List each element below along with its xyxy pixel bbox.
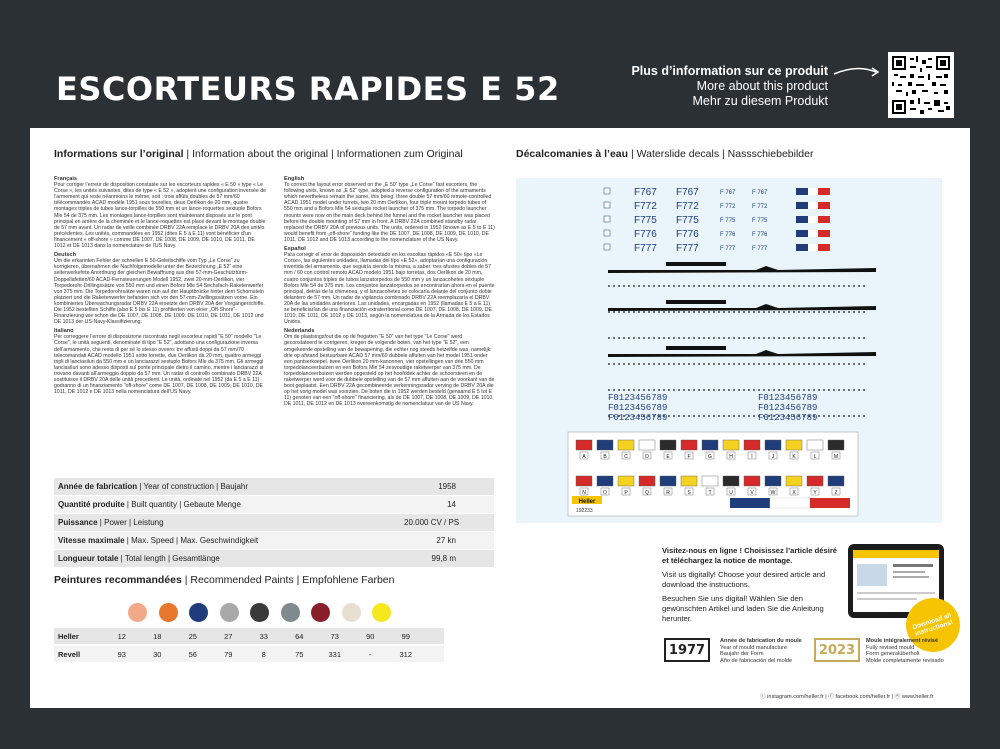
text-nl: Om de plaatsingsfout die op de fregatten "E 50" van het type "Le Corse" werd geconstateerd te corrigeren, kregen de volgende boten, van het type "E 52", een omgekeerde opstelling van de bewapening, die echter nog steeds hetzelfde was, namelijk: drie op afstand bestuurbare ACAD 57 mm/60 dubbele affuiten van het model 1951 onder een pantserkoepel, twee Oerlikon 20 mm-kanonnen, vier opstellingen van drie 550 mm torpedolanceerbuizen en een Bofors Mle 54 zesvoudige raketwerper van 375 mm. De torpedolanceerbuizen werden opgesteld op het hoofddek achter de schoorsteen en de raketwerper werd voor de dubbele opstelling van de 57 mm affuiten aan de voorkant van de boot geplaatst. Een DRBV 22A gecombineerde verkenningsradar verving de DRBV 20A die op het vorig model was voorzien. De boten die in 1952 werden besteld (genaamd E 5 tot E 11) genoten van een "off-shore" financiering, als de DE 1007, DE 1008, DE 1009, DE 1010, DE 1011, DE 1012 en DE 1013 overeenkomstig de nomenclatuur van de US Navy. xyxy=(284,334,495,408)
specs-table xyxy=(54,478,494,568)
flag-decal-white xyxy=(808,202,818,209)
signal-flag xyxy=(807,476,823,486)
heller-label: Heller xyxy=(58,631,79,641)
flag-letter: C xyxy=(624,454,628,460)
hull-number-decal: F772 xyxy=(634,201,657,212)
flag-letter: A xyxy=(582,454,586,460)
text-fr: Pour corriger l’erreur de disposition constatée sur les escorteurs rapides « E 50 » type « Le Corse », les unités suivantes, dites de type « E 52 », adoptent une configuration inversée de l’armement qui reste néanmoins le même, soit : trois affûts doubles de 57 mm/60 télécommandés ACAD modèle 1951 sous tourelles, deux Oerlikon de 20 mm, quatre montages triples de tubes lance-torpilles de 550 mm et un lance-roquettes sextuple Bofors Mle 54 de 375 mm. Les montages lance-torpilles sont maintenant disposés sur le pont principal en arrière de la cheminée et le lance-roquettes est placé devant le montage double de 57 mm avant. Un radar de veille combinée DRBV 22A remplace le DRBV 20A des unités précédentes. Les unités, commandées en 1952 (dites E 5 à E 11) vont bénéficier d’un financement « off-shore » comme DE 1007, DE 1008, DE 1009, DE 1010, DE 1011, DE 1012 et DE 1013 dans la nomenclature de l’US Navy. xyxy=(54,182,266,250)
signal-flag xyxy=(702,440,718,450)
info-text-right xyxy=(284,176,496,468)
signal-flag xyxy=(597,476,613,486)
digit-decal-row: F0123456789 xyxy=(758,413,818,423)
flag-letter: X xyxy=(792,490,796,496)
flag-letter: P xyxy=(624,490,628,496)
flag-letter: O xyxy=(603,490,607,496)
signal-flag xyxy=(660,476,676,486)
qr-code[interactable] xyxy=(888,52,954,118)
signal-flag xyxy=(786,440,802,450)
decal-preview xyxy=(516,178,942,523)
signal-flag xyxy=(576,440,592,450)
flag-letter: N xyxy=(582,490,586,496)
digit-decal-row: F0123456789 xyxy=(608,413,668,423)
revell-code: 75 xyxy=(295,649,304,659)
more-info-text[interactable] xyxy=(631,64,828,109)
flag-letter: Z xyxy=(834,490,838,496)
spec-row: Longueur totale | Total length | Gesamtlänge 99,8 m xyxy=(54,550,494,568)
heller-code: 99 xyxy=(401,631,410,641)
paint-swatch xyxy=(342,603,361,622)
qr-code-icon xyxy=(892,56,950,114)
revell-code: 30 xyxy=(153,649,162,659)
hull-number-decal: F772 xyxy=(676,201,699,212)
flag-decal-blue xyxy=(796,202,808,209)
flag-letter: E xyxy=(666,454,670,460)
spec-row: Puissance | Power | Leistung 20.000 CV / PS xyxy=(54,514,494,532)
flag-decal-red xyxy=(818,188,830,195)
flag-letter: Q xyxy=(645,490,649,496)
digit-decal-row: F0123456789 xyxy=(758,403,818,413)
signal-flag xyxy=(744,440,760,450)
ship-silhouette-decal xyxy=(608,266,876,273)
paint-swatches xyxy=(128,603,391,622)
paint-swatch xyxy=(281,603,300,622)
signal-flag xyxy=(597,440,613,450)
hull-number-small: F 772 xyxy=(752,204,768,210)
signal-flag xyxy=(765,476,781,486)
signal-flag xyxy=(639,440,655,450)
signal-flag xyxy=(723,476,739,486)
decal-tag xyxy=(604,230,610,236)
hull-number-decal: F767 xyxy=(676,187,699,198)
signal-flag xyxy=(576,476,592,486)
revell-code: 312 xyxy=(399,649,412,659)
ship-stripe-decal xyxy=(666,262,726,266)
flag-letter: T xyxy=(708,490,712,496)
hull-number-small: F 776 xyxy=(752,232,768,238)
flag-letter: B xyxy=(603,454,607,460)
decal-tag xyxy=(604,202,610,208)
ship-stripe-decal xyxy=(666,346,726,350)
revell-code: 79 xyxy=(224,649,233,659)
flag-decal-white xyxy=(808,230,818,237)
flag-decal-red xyxy=(818,230,830,237)
hull-number-small: F 776 xyxy=(720,232,736,238)
hull-number-decal: F777 xyxy=(634,243,657,254)
signal-flag xyxy=(828,476,844,486)
lang-heading-it: Italiano xyxy=(54,328,74,335)
flag-decal-red xyxy=(818,244,830,251)
revell-code: 331 xyxy=(328,649,341,659)
flag-letter: R xyxy=(666,490,670,496)
paint-swatch xyxy=(372,603,391,622)
flag-letter: F xyxy=(687,454,691,460)
more-info-en: More about this product xyxy=(696,79,828,93)
revell-label: Revell xyxy=(58,649,81,659)
signal-flag xyxy=(639,476,655,486)
heller-row xyxy=(54,628,444,644)
revell-code: - xyxy=(369,649,372,659)
info-text-left xyxy=(54,176,266,468)
flag-letter: K xyxy=(792,454,796,460)
revised-year-badge: 2023 xyxy=(814,638,860,662)
more-info-de: Mehr zu diesem Produkt xyxy=(692,94,828,108)
arrow-right-icon xyxy=(832,62,882,82)
paints-heading: Peintures recommandées | Recommended Paints | Empfohlene Farben xyxy=(54,574,395,586)
info-heading: Informations sur l’original | Information about the original | Informationen zum Original xyxy=(54,148,463,160)
lang-heading-nl: Nederlands xyxy=(284,328,315,335)
text-it: Per correggere l’errore di disposizione riscontrato negli escorteur rapidi "E 50" modello "Le Corse", le unità seguenti, denominate di tipo "E 52", adottano una configurazione inversa dell’armamento, che resta di per sé lo stesso ovvero: tre affusti doppi da 57 mm/70 telecomandati ACAD modello 1951 sotto torrette, due Oerlikon da 20 mm, quattro armeggi tripli di lanciasiluri da 550 mm e un lanciarazzi sestuplo Bofors Mle da 375 mm. Gli armeggi lanciasiluri sono adesso disposti sul ponte principale dietro il camino, mentre i lanciarazzi si trovano davanti all’armeggio doppio da 57 mm. Un radar di controllo combinato DRBV 22A sostituisce il DRBV 20A delle unità precedenti. Le unità, ordinate nel 1952 (da E 5 a E 11) godranno di un finanziamento "off-shore" come DE 1007, DE 1008, DE 1009, DE 1010, DE 1011, DE 1012 e DE 1013 nella nomenclatura dell’US Navy. xyxy=(54,334,264,396)
flag-letter: S xyxy=(687,490,691,496)
signal-flag xyxy=(807,440,823,450)
spec-row: Année de fabrication | Year of construction | Baujahr 1958 xyxy=(54,478,494,496)
paint-table xyxy=(54,628,444,662)
text-de: Um die erkannten Fehler der schnellen E 50-Geleitschiffe vom Typ „Le Corse“ zu korrigieren, übernahmen die Nachfolgemodelle unter der Bezeichnung „E 52“ eine seitenverkehrte Anordnung der gleichen Bewaffnung aus drei 57-mm-Geschütztürm-Doppellafetten/60 ACAD-Fernsteuerungen Modell 1952, zwei 20-mm-Oerlikon, vier Torpedorohr-Drillingssätze von 550 mm und einen Bofors Mle 54 Sechsfach-Raketenwerfer von 375 mm. Die Torpedorohrsätze waren nun auf der Hauptbrücke hinter dem Schornstein platziert und die Raketenwerfer befanden sich vor den 57-mm-Zwillingssätzen vorne. Ein kombiniertes Überwachungsradar DRBV 22A ersetzte den DRBV 20A der Vorgängerschiffe. Die 1952 bestellten Schiffe (also E 5 bis E 11) profitierten von einer „Off-Shore“-Finanzierung wie schon die DE 1007, DE 1008, DE 1009, DE 1010, DE 1011, DE 1012 und DE 1013 der US-Navy-Klassifizierung. xyxy=(54,258,265,326)
flag-letter: D xyxy=(645,454,649,460)
flag-letter: Y xyxy=(813,490,817,496)
ensign-white xyxy=(770,498,810,508)
hull-number-small: F 777 xyxy=(752,246,768,252)
signal-flag xyxy=(828,440,844,450)
heller-code: 73 xyxy=(330,631,339,641)
hull-number-small: F 775 xyxy=(720,218,736,224)
hull-number-decal: F776 xyxy=(634,229,657,240)
visit-online-block xyxy=(662,546,844,628)
social-links[interactable]: ⓘ instagram.com/heller.fr | ⓕ facebook.com/heller.fr | ⓦ www.heller.fr xyxy=(760,694,934,700)
spec-row: Vitesse maximale | Max. Speed | Max. Geschwindigkeit 27 kn xyxy=(54,532,494,550)
lang-heading-fr: Français xyxy=(54,176,78,182)
flag-letter: W xyxy=(770,490,776,496)
flag-decal-red xyxy=(818,216,830,223)
page-title: ESCORTEURS RAPIDES E 52 xyxy=(56,70,560,108)
signal-flag xyxy=(786,476,802,486)
visit-en: Visit us digitally! Choose your desired article and download the instructions. xyxy=(662,570,826,589)
paint-swatch xyxy=(250,603,269,622)
ship-stripe-decal xyxy=(666,300,726,304)
visit-fr: Visitez-nous en ligne ! Choisissez l’article désiré et téléchargez la notice de montage. xyxy=(662,546,837,565)
signal-flag xyxy=(660,440,676,450)
digit-decal-row: F0123456789 xyxy=(608,393,668,403)
flag-letter: J xyxy=(771,454,775,460)
mould-year-badge: 1977 xyxy=(664,638,710,662)
flag-letter: I xyxy=(751,454,753,460)
heller-code: 64 xyxy=(295,631,304,641)
spec-row: Quantité produite | Built quantity | Gebaute Menge 14 xyxy=(54,496,494,514)
flag-decal-blue xyxy=(796,244,808,251)
decal-sheet-illustration xyxy=(516,178,942,523)
lang-heading-en: English xyxy=(284,176,305,182)
hull-number-decal: F777 xyxy=(676,243,699,254)
header-bar xyxy=(0,0,1000,128)
revell-row xyxy=(54,646,444,662)
hull-number-small: F 767 xyxy=(752,190,768,196)
hull-number-decal: F767 xyxy=(634,187,657,198)
ensign-red xyxy=(810,498,850,508)
flag-letter: U xyxy=(729,490,733,496)
digit-decal-row: F0123456789 xyxy=(608,403,668,413)
flag-decal-white xyxy=(808,216,818,223)
flag-letter: G xyxy=(708,454,712,460)
paint-swatch xyxy=(189,603,208,622)
signal-flag xyxy=(681,440,697,450)
hull-number-decal: F775 xyxy=(634,215,657,226)
hull-number-small: F 772 xyxy=(720,204,736,210)
flag-letter: V xyxy=(750,490,754,496)
flag-decal-white xyxy=(808,188,818,195)
paint-swatch xyxy=(159,603,178,622)
download-badge[interactable]: Download all instructions! xyxy=(899,591,967,659)
hull-number-small: F 767 xyxy=(720,190,736,196)
revised-mould-text: Moule intégralement révisé Fully revised mould Form generalüberholt Molde completamente revisado xyxy=(866,638,944,664)
hull-number-decal: F776 xyxy=(676,229,699,240)
visit-de: Besuchen Sie uns digital! Wählen Sie den gewünschten Artikel und laden Sie die Anleitung herunter. xyxy=(662,594,824,623)
paint-swatch xyxy=(220,603,239,622)
more-info-fr: Plus d’information sur ce produit xyxy=(631,64,828,78)
lang-heading-de: Deutsch xyxy=(54,252,77,259)
heller-code: 12 xyxy=(117,631,126,641)
flag-decal-blue xyxy=(796,188,808,195)
heller-code: 18 xyxy=(153,631,162,641)
heller-code: 25 xyxy=(188,631,197,641)
revell-code: 56 xyxy=(188,649,197,659)
ship-silhouette-decal xyxy=(608,350,876,357)
ship-silhouette-decal xyxy=(608,304,876,311)
text-es: Para corregir el error de disposición detectado en los escoltas rápidos «E 50» tipo «Le Corse», las siguientes unidades, llamadas del tipo «E 52», adoptarían una configuración invertida del armamento, que seguiría siendo la misma, a saber: tres afustes dobles de 57 mm / 60 con control remoto ACAD modelo 1951 bajo torretas, dos Oerlikon de 20 mm, cuatro conjuntos triples de tubos lanzatorpedos de 550 mm y un lanzacohetes séxtuple Bofors Mle 54 de 375 mm. Los conjuntos lanzatorpedos se encontrarían ahora en el puente principal, detrás de la chimenea, y el lanzacohetes se colocaría delante del conjunto doble delantero de 57 mm. Un radar de vigilancia combinado DRBV 22A reemplazaría el DRBV 20A de las unidades anteriores. Las unidades, encargadas en 1952 (llamadas E 5 a E 11) se beneficiarían de una financiación extraterritorial como DE 1007, DE 1008, DE 1009, DE 1010, DE 1011, DE 1012 y DE 1013, según la nomenclatura de la Armada de los Estados Unidos. xyxy=(284,252,495,326)
flag-decal-blue xyxy=(796,230,808,237)
flag-letter: H xyxy=(729,454,733,460)
heller-code: 27 xyxy=(224,631,233,641)
decal-code: 192233 xyxy=(576,508,593,514)
heller-code: 33 xyxy=(259,631,268,641)
decal-brand: Heller xyxy=(578,499,596,505)
flag-decal-red xyxy=(818,202,830,209)
digit-decal-row: F0123456789 xyxy=(758,393,818,403)
decal-tag xyxy=(604,216,610,222)
signal-flag xyxy=(744,476,760,486)
hull-number-small: F 777 xyxy=(720,246,736,252)
flag-letter: L xyxy=(813,454,817,460)
text-en: To correct the layout error observed on the „E 50“ type „Le Corse“ fast escorters, the following units, known as „E 52“ type, adopted a reverse configuration of the armaments which nevertheless remain the same, this being: three double 57 mm/60 remote-controlled ACAD 1951 model under turrets, two 20 mm Oerlikon, four triple mount torpedo tubes of 550 mm and a Bofors Mle 54 sextuple rocket launcher of 375 mm. The torpedo launcher mounts were now on the main deck behind the funnel and the rocket launcher was placed before the double mounting of 57 mm in front. A DRBV 22A combined standby radar replaced the DRBV 20A of previous units. The units, ordered in 1952 (known as E 5 to E 11) would benefit from „off-shore“ funding like the DE 1007, DE 1008, DE 1009, DE 1010, DE 1011, DE 1012 and DE 1013 according to the nomenclature of the US Navy. xyxy=(284,182,495,243)
lang-heading-es: Español xyxy=(284,246,306,253)
heller-code: 90 xyxy=(366,631,375,641)
signal-flag xyxy=(618,440,634,450)
revell-code: 93 xyxy=(117,649,126,659)
decals-heading: Décalcomanies à l’eau | Waterslide decals | Nassschiebebilder xyxy=(516,148,814,160)
flag-letter: M xyxy=(833,454,839,460)
flag-decal-blue xyxy=(796,216,808,223)
info-sheet xyxy=(30,128,970,708)
mould-year-text: Année de fabrication du moule Year of mould manufacture Baujahr der Form Año de fabricación del molde xyxy=(720,638,802,664)
revell-code: 8 xyxy=(261,649,266,659)
signal-flag xyxy=(765,440,781,450)
hull-number-decal: F775 xyxy=(676,215,699,226)
decal-tag xyxy=(604,244,610,250)
signal-flag xyxy=(723,440,739,450)
flag-decal-white xyxy=(808,244,818,251)
paint-swatch xyxy=(311,603,330,622)
ensign-blue xyxy=(730,498,770,508)
signal-flag xyxy=(618,476,634,486)
signal-flag xyxy=(681,476,697,486)
decal-tag xyxy=(604,188,610,194)
signal-flag xyxy=(702,476,718,486)
paint-swatch xyxy=(128,603,147,622)
hull-number-small: F 775 xyxy=(752,218,768,224)
